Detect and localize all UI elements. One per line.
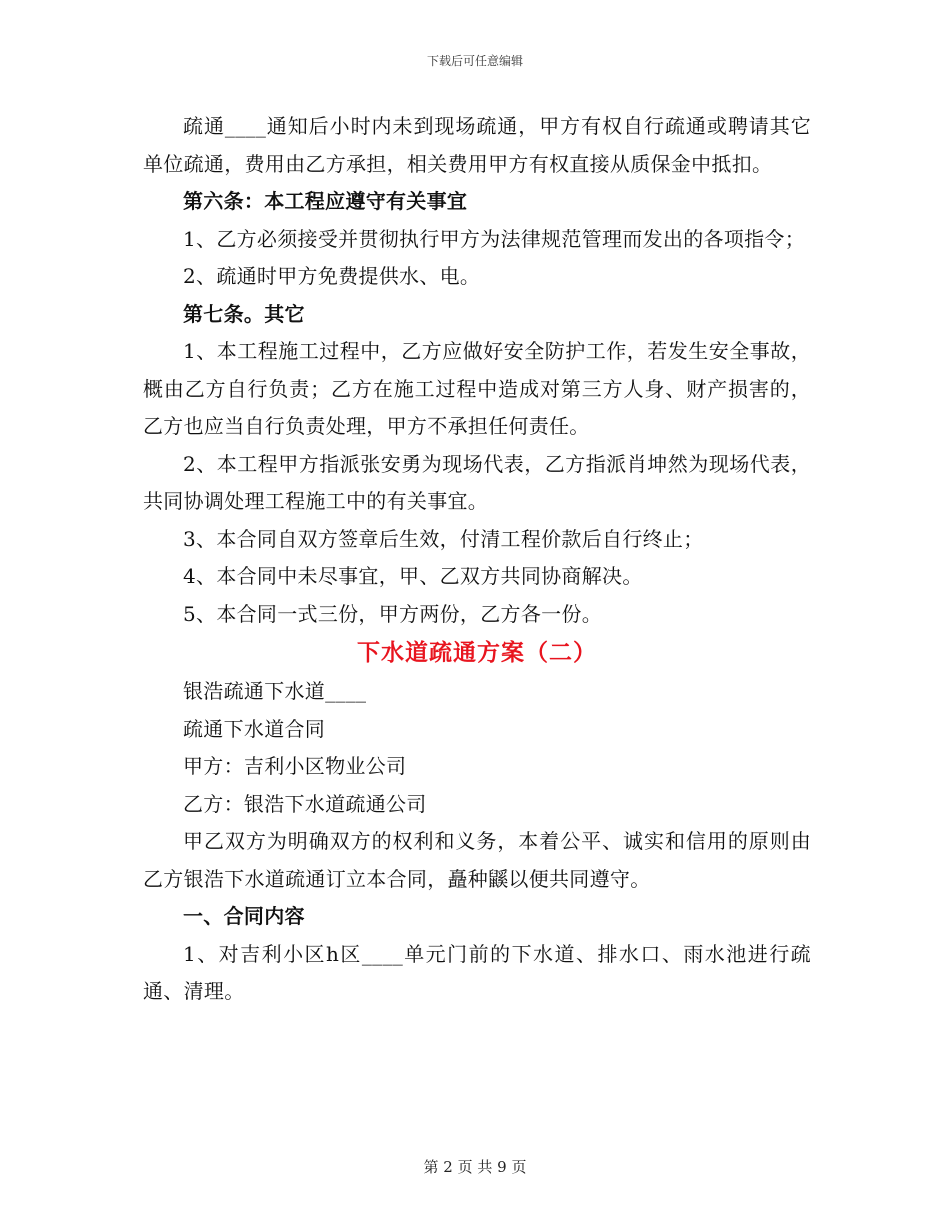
paragraph-preamble: 甲乙双方为明确双方的权利和义务，本着公平、诚实和信用的原则由乙方银浩下水道疏通订立本合同，矗种鼷以便共同遵守。 (143, 829, 811, 891)
paragraph-article-seven-item-2: 2、本工程甲方指派张安勇为现场代表，乙方指派肖坤然为现场代表，共同协调处理工程施工中的有关事宜。 (143, 451, 811, 513)
section-title: 下水道疏通方案（二） (357, 639, 597, 666)
paragraph-contract-type: 疏通下水道合同 (183, 716, 326, 741)
paragraph-contract-name: 银浩疏通下水道____ (183, 679, 367, 703)
paragraph-drain-clause: 疏通____通知后小时内未到现场疏通，甲方有权自行疏通或聘请其它单位疏通，费用由乙方承担，相关费用甲方有权直接从质保金中抵扣。 (143, 114, 811, 176)
section-one-heading: 一、合同内容 (183, 904, 305, 928)
header-note: 下载后可任意编辑 (426, 54, 523, 68)
paragraph-article-seven-item-5: 5、本合同一式三份，甲方两份，乙方各一份。 (183, 601, 603, 626)
document-body (143, 108, 811, 1011)
paragraph-article-six-item-1: 1、乙方必须接受并贯彻执行甲方为法律规范管理而发出的各项指令； (183, 226, 806, 251)
page-number: 第 2 页 共 9 页 (423, 1158, 527, 1176)
paragraph-article-six-item-2: 2、疏通时甲方免费提供水、电。 (183, 264, 481, 288)
article-six-heading: 第六条：本工程应遵守有关事宜 (183, 189, 468, 213)
paragraph-article-seven-item-3: 3、本合同自双方签章后生效，付清工程价款后自行终止； (183, 526, 704, 551)
paragraph-article-seven-item-4: 4、本合同中未尽事宜，甲、乙双方共同协商解决。 (183, 564, 643, 588)
paragraph-party-a: 甲方：吉利小区物业公司 (183, 754, 407, 778)
paragraph-party-b: 乙方：银浩下水道疏通公司 (183, 791, 427, 816)
paragraph-article-seven-item-1: 1、本工程施工过程中，乙方应做好安全防护工作，若发生安全事故，概由乙方自行负责；乙方在施工过程中造成对第三方人身、财产损害的，乙方也应当自行负责处理，甲方不承担任何责任。 (143, 339, 811, 438)
paragraph-section-one-item-1: 1、对吉利小区h区____单元门前的下水道、排水口、雨水池进行疏通、清理。 (143, 941, 811, 1003)
article-seven-heading: 第七条。其它 (183, 301, 305, 326)
